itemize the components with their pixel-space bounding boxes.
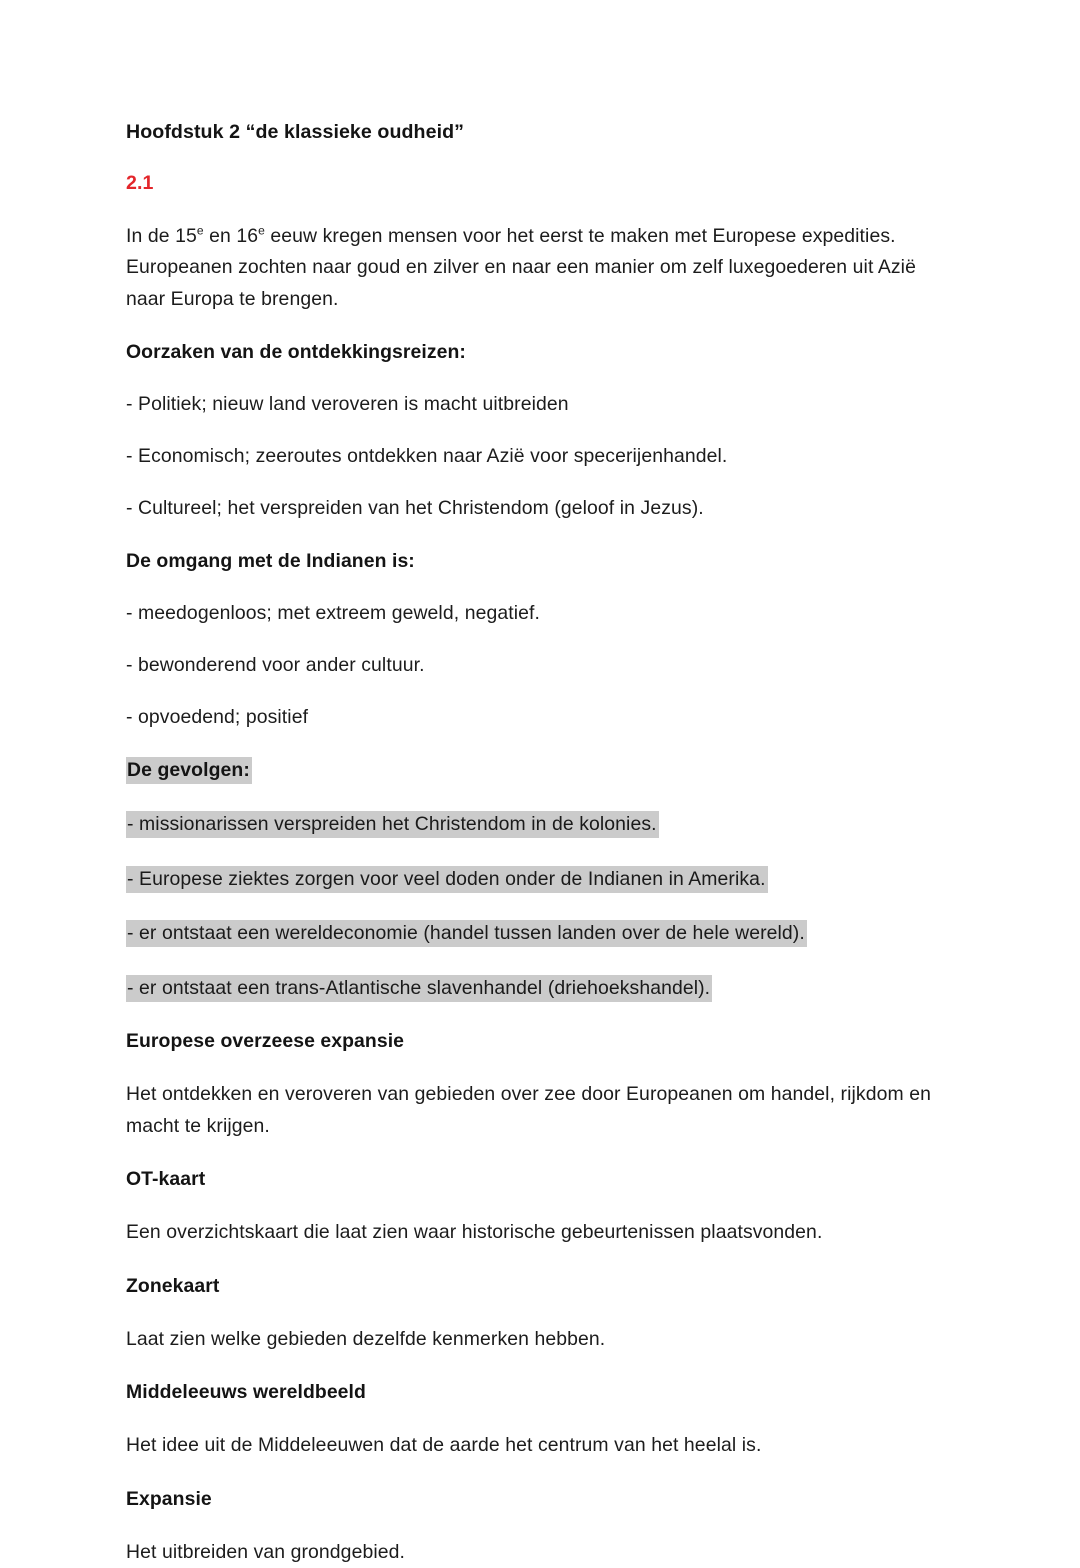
definition-middeleeuws-wereldbeeld: Het idee uit de Middeleeuwen dat de aarde het centrum van het heelal is.: [126, 1434, 762, 1457]
term-middeleeuws-wereldbeeld: Middeleeuws wereldbeeld: [126, 1381, 366, 1404]
term-ot-kaart: OT-kaart: [126, 1168, 206, 1191]
section-number: 2.1: [126, 172, 154, 195]
term-zonekaart: Zonekaart: [126, 1274, 220, 1297]
heading-consequences: [126, 755, 958, 786]
treatment-item-3: - opvoedend; positief: [126, 705, 309, 728]
term-europese-overzeese-expansie: Europese overzeese expansie: [126, 1030, 405, 1053]
ordinal-suffix-16: e: [258, 223, 265, 238]
consequence-item-2-text: - Europese ziektes zorgen voor veel doden onder de Indianen in Amerika.: [126, 866, 768, 893]
heading-consequences-text: De gevolgen:: [126, 757, 252, 784]
consequence-item-3: [126, 918, 958, 949]
definition-europese-overzeese-expansie: Het ontdekken en veroveren van gebieden over zee door Europeanen om handel, rijkdom en macht te krijgen.: [126, 1083, 931, 1137]
consequence-item-1-text: - missionarissen verspreiden het Christendom in de kolonies.: [126, 811, 659, 838]
treatment-item-2: - bewonderend voor ander cultuur.: [126, 653, 425, 676]
intro-text-c: eeuw kregen mensen voor het eerst te maken met Europese expedities. Europeanen zochten naar goud en zilver en naar een manier om zelf luxegoederen uit Azië naar Europa te brengen.: [126, 224, 916, 310]
document-body: [126, 118, 958, 1568]
consequence-item-4: [126, 973, 958, 1004]
intro-text-b: en 16: [203, 224, 259, 247]
definition-ot-kaart: Een overzichtskaart die laat zien waar historische gebeurtenissen plaatsvonden.: [126, 1221, 823, 1244]
consequence-item-3-text: - er ontstaat een wereldeconomie (handel tussen landen over de hele wereld).: [126, 920, 807, 947]
heading-treatment: De omgang met de Indianen is:: [126, 549, 415, 572]
heading-causes: Oorzaken van de ontdekkingsreizen:: [126, 341, 466, 364]
consequence-item-2: [126, 864, 958, 895]
intro-text-a: In de 15: [126, 224, 197, 247]
cause-item-3: - Cultureel; het verspreiden van het Christendom (geloof in Jezus).: [126, 497, 704, 520]
cause-item-1: - Politiek; nieuw land veroveren is macht uitbreiden: [126, 393, 569, 416]
ordinal-suffix-15: e: [196, 223, 204, 238]
consequence-item-1: [126, 809, 958, 840]
page-title: Hoofdstuk 2 “de klassieke oudheid”: [126, 121, 465, 143]
treatment-item-1: - meedogenloos; met extreem geweld, negatief.: [126, 601, 540, 624]
consequence-item-4-text: - er ontstaat een trans-Atlantische slavenhandel (driehoekshandel).: [126, 975, 712, 1002]
intro-paragraph: [126, 221, 958, 315]
definition-expansie: Het uitbreiden van grondgebied.: [126, 1540, 405, 1563]
definition-zonekaart: Laat zien welke gebieden dezelfde kenmerken hebben.: [126, 1327, 606, 1350]
term-expansie: Expansie: [126, 1487, 212, 1510]
cause-item-2: - Economisch; zeeroutes ontdekken naar Azië voor specerijenhandel.: [126, 445, 728, 468]
